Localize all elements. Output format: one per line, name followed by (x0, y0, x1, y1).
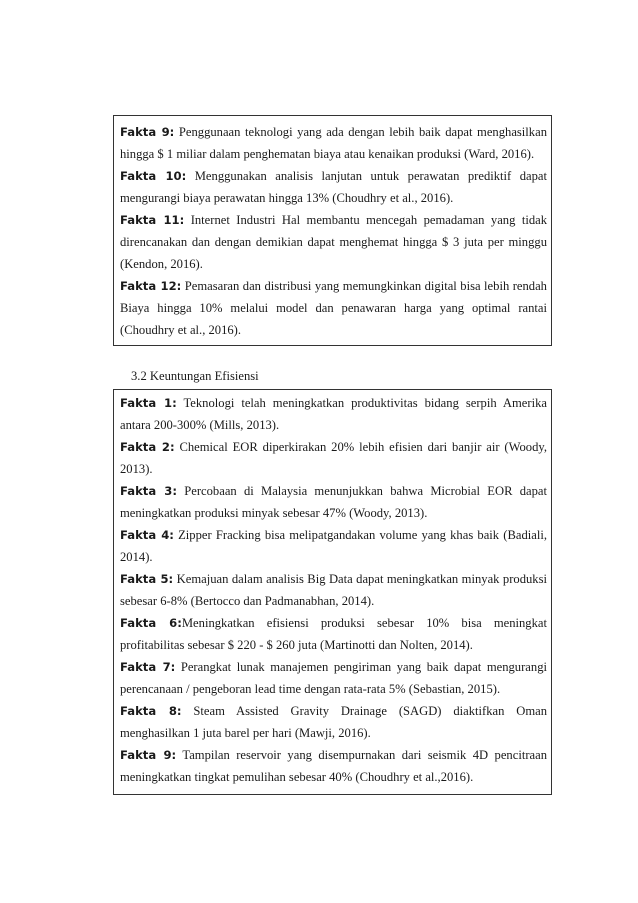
fact-item (120, 700, 547, 744)
fact-item (120, 568, 547, 612)
fact-label: Fakta 9: (120, 125, 175, 139)
fact-text: Teknologi telah meningkatkan produktivitas bidang serpih Amerika antara 200-300% (Mills, 2013). (120, 396, 547, 432)
fact-item (120, 121, 547, 165)
facts-box-efficiency (113, 389, 552, 795)
fact-item (120, 209, 547, 275)
fact-item (120, 480, 547, 524)
fact-text: Internet Industri Hal membantu mencegah pemadaman yang tidak direncanakan dan dengan demikian dapat menghemat hingga $ 3 juta per minggu (Kendon, 2016). (120, 213, 547, 271)
fact-item (120, 656, 547, 700)
fact-label: Fakta 3: (120, 484, 177, 498)
fact-label: Fakta 9: (120, 748, 177, 762)
facts-box-cost-savings (113, 115, 552, 346)
fact-label: Fakta 1: (120, 396, 177, 410)
fact-label: Fakta 10: (120, 169, 187, 183)
fact-item (120, 392, 547, 436)
fact-text: Tampilan reservoir yang disempurnakan dari seismik 4D pencitraan meningkatkan tingkat pemulihan sebesar 40% (Choudhry et al.,2016). (120, 748, 547, 784)
fact-text: Perangkat lunak manajemen pengiriman yang baik dapat mengurangi perencanaan / pengeboran lead time dengan rata-rata 5% (Sebastian, 2015). (120, 660, 547, 696)
fact-text: Penggunaan teknologi yang ada dengan lebih baik dapat menghasilkan hingga $ 1 miliar dalam penghematan biaya atau kenaikan produksi (Ward, 2016). (120, 125, 547, 161)
fact-item (120, 165, 547, 209)
fact-text: Zipper Fracking bisa melipatgandakan volume yang khas baik (Badiali, 2014). (120, 528, 547, 564)
fact-label: Fakta 7: (120, 660, 176, 674)
fact-text: Meningkatkan efisiensi produksi sebesar 10% bisa meningkat profitabilitas sebesar $ 220 - $ 260 juta (Martinotti dan Nolten, 2014). (120, 616, 547, 652)
section-heading: 3.2 Keuntungan Efisiensi (131, 369, 259, 383)
fact-label: Fakta 6: (120, 616, 182, 630)
fact-text: Kemajuan dalam analisis Big Data dapat meningkatkan minyak produksi sebesar 6-8% (Bertocco dan Padmanabhan, 2014). (120, 572, 547, 608)
fact-text: Pemasaran dan distribusi yang memungkinkan digital bisa lebih rendah Biaya hingga 10% melalui model dan penawaran harga yang optimal rantai (Choudhry et al., 2016). (120, 279, 547, 337)
fact-text: Steam Assisted Gravity Drainage (SAGD) diaktifkan Oman menghasilkan 1 juta barel per hari (Mawji, 2016). (120, 704, 547, 740)
fact-label: Fakta 5: (120, 572, 174, 586)
fact-text: Menggunakan analisis lanjutan untuk perawatan prediktif dapat mengurangi biaya perawatan hingga 13% (Choudhry et al., 2016). (120, 169, 547, 205)
fact-text: Percobaan di Malaysia menunjukkan bahwa Microbial EOR dapat meningkatkan produksi minyak sebesar 47% (Woody, 2013). (120, 484, 547, 520)
fact-label: Fakta 12: (120, 279, 182, 293)
fact-label: Fakta 2: (120, 440, 175, 454)
fact-item (120, 612, 547, 656)
fact-label: Fakta 8: (120, 704, 182, 718)
fact-label: Fakta 11: (120, 213, 185, 227)
fact-item (120, 524, 547, 568)
fact-label: Fakta 4: (120, 528, 174, 542)
fact-item (120, 436, 547, 480)
fact-item (120, 744, 547, 788)
fact-text: Chemical EOR diperkirakan 20% lebih efisien dari banjir air (Woody, 2013). (120, 440, 547, 476)
fact-item (120, 275, 547, 341)
